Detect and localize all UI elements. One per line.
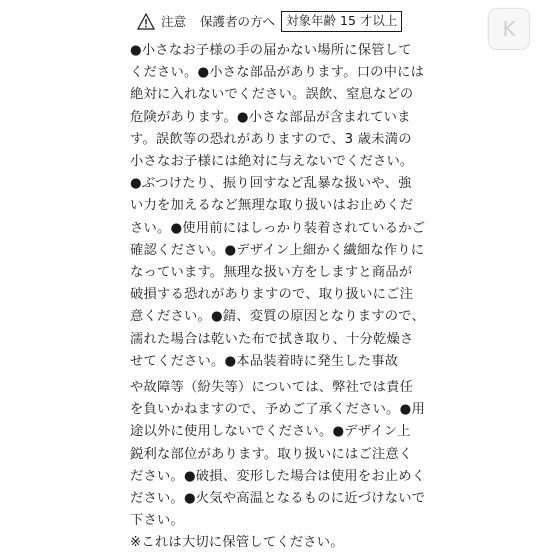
text-line: い力を加えるなど無理な取り扱いはお止めくだ bbox=[130, 198, 414, 214]
text-line: 破損する恐れがありますので、取り扱いにご注 bbox=[130, 287, 414, 303]
text-line: せてください。●本品装着時に発生した事故 bbox=[130, 353, 399, 369]
guardian-label: 保護者の方へ bbox=[200, 14, 276, 29]
text-line: 危険があります。●小さな部品が含まれていま bbox=[130, 109, 411, 125]
text-line: 小さなお子様には絶対に与えないでください。 bbox=[130, 154, 414, 169]
text-line: ●小さなお子様の手の届かない場所に保管して bbox=[130, 43, 412, 58]
text-line: 下さい。 bbox=[130, 513, 184, 529]
target-age-box: 対象年齢 15 才以上 bbox=[281, 11, 402, 32]
text-line: ださい。●破損、変形した場合は使用をお止めく bbox=[130, 468, 426, 484]
text-line: 途以外に使用しないでください。●デザイン上 bbox=[130, 424, 411, 440]
text-line: 濡れた場合は乾いた布で拭き取り、十分乾燥さ bbox=[130, 331, 414, 347]
text-line: や故障等（紛失等）については、弊社では責任 bbox=[130, 380, 414, 395]
text-line: す。誤飲等の恐れがありますので、3 歳未満の bbox=[130, 131, 412, 147]
warning-header bbox=[137, 10, 402, 32]
text-line: なっています。無理な扱い方をしますと商品が bbox=[130, 265, 413, 280]
text-line: ●ぶつけたり、振り回すなど乱暴な扱いや、強 bbox=[130, 176, 412, 192]
text-line: を負いかねますので、予めご了承ください。●用 bbox=[130, 402, 425, 418]
storage-note: ※これは大切に保管してください。 bbox=[130, 535, 344, 551]
text-line: 意ください。●錆、変質の原因となりますので、 bbox=[130, 309, 425, 325]
text-line: 絶対に入れないでください。誤飲、窒息などの bbox=[130, 87, 414, 103]
warning-triangle-icon bbox=[137, 13, 155, 30]
caution-label: 注意 bbox=[161, 14, 187, 29]
text-line: 確認ください。●デザイン上細かく繊細な作りに bbox=[130, 242, 425, 258]
text-line: 鋭利な部位があります。取り扱いにはご注意く bbox=[130, 446, 413, 462]
text-line: さい。●使用前にはしっかり装着されているかご bbox=[130, 220, 426, 236]
shop-logo-letter: K bbox=[502, 17, 516, 41]
shop-logo-badge bbox=[488, 8, 530, 50]
text-line: ださい。●火気や高温となるものに近づけないで bbox=[130, 491, 426, 506]
text-line: ください。●小さな部品があります。口の中には bbox=[130, 65, 425, 81]
